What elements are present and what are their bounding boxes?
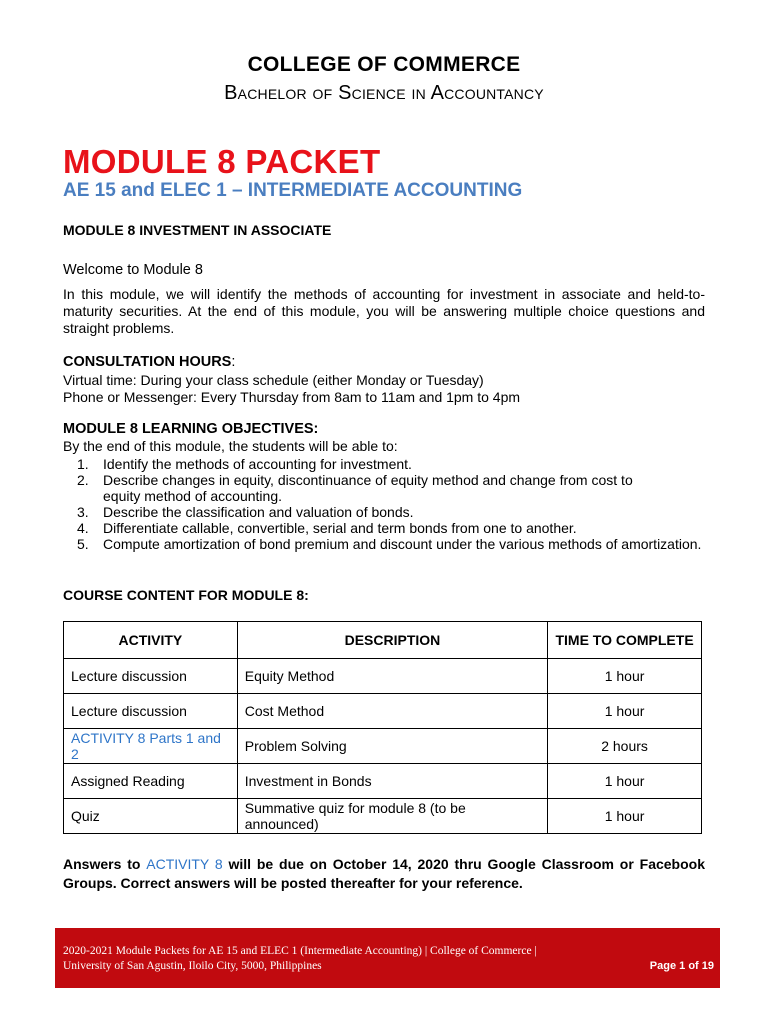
objective-number: 3. (77, 504, 89, 520)
table-header-row (64, 622, 702, 659)
footer-line-1: 2020-2021 Module Packets for AE 15 and ELEC 1 (Intermediate Accounting) | College of Commerce | (63, 945, 537, 957)
objective-text: Describe the classification and valuation of bonds. (103, 504, 414, 520)
objective-text: Describe changes in equity, discontinuance of equity method and change from cost to equity method of accounting. (103, 472, 633, 504)
page-footer (55, 928, 720, 988)
table-row (64, 799, 702, 834)
college-heading: COLLEGE OF COMMERCE (247, 53, 521, 76)
objectives-heading: MODULE 8 LEARNING OBJECTIVES: (63, 421, 319, 437)
answers-suffix: will be due on October 14, 2020 thru Google Classroom or Facebook Groups. Correct answers will be posted thereafter for your reference. (63, 856, 705, 891)
objectives-list (63, 456, 713, 552)
activity-cell: Lecture discussion (64, 694, 238, 729)
activity-link[interactable]: ACTIVITY 8 Parts 1 and 2 (64, 729, 238, 764)
description-cell: Equity Method (237, 659, 547, 694)
course-content-heading: COURSE CONTENT FOR MODULE 8: (63, 587, 309, 603)
consultation-colon: : (231, 354, 236, 370)
program-heading: Bachelor of Science in Accountancy (224, 82, 544, 104)
objective-number: 2. (77, 472, 89, 488)
description-cell: Investment in Bonds (237, 764, 547, 799)
time-cell: 1 hour (548, 764, 702, 799)
column-header-time: TIME TO COMPLETE (548, 622, 702, 659)
objective-item (63, 520, 713, 536)
answers-prefix: Answers to (63, 856, 147, 872)
description-cell: Summative quiz for module 8 (to be announced) (237, 799, 547, 834)
objective-item (63, 456, 713, 472)
topic-heading: MODULE 8 INVESTMENT IN ASSOCIATE (63, 222, 332, 238)
intro-paragraph: In this module, we will identify the methods of accounting for investment in associate and held-to-maturity securities. At the end of this module, you will be answering multiple choice questions and straight problems. (63, 286, 705, 336)
objectives-lead: By the end of this module, the students will be able to: (63, 438, 398, 454)
table-row (64, 694, 702, 729)
objective-text: Compute amortization of bond premium and discount under the various methods of amortization. (103, 536, 702, 552)
column-header-activity: ACTIVITY (64, 622, 238, 659)
table-row (64, 764, 702, 799)
objective-number: 1. (77, 456, 89, 472)
consultation-heading-text: CONSULTATION HOURS (63, 354, 232, 370)
column-header-description: DESCRIPTION (237, 622, 547, 659)
course-content-table (63, 621, 702, 834)
time-cell: 2 hours (548, 729, 702, 764)
time-cell: 1 hour (548, 659, 702, 694)
objective-number: 5. (77, 536, 89, 552)
module-title: MODULE 8 PACKET (63, 143, 381, 180)
page-number: Page 1 of 19 (649, 960, 714, 972)
time-cell: 1 hour (548, 694, 702, 729)
activity-cell: Quiz (64, 799, 238, 834)
objective-item (63, 504, 713, 520)
footer-info (63, 944, 537, 974)
objective-text: Identify the methods of accounting for investment. (103, 456, 412, 472)
table-row (64, 659, 702, 694)
objective-text: Differentiate callable, convertible, serial and term bonds from one to another. (103, 520, 577, 536)
objective-item (63, 536, 713, 552)
consultation-phone: Phone or Messenger: Every Thursday from 8am to 11am and 1pm to 4pm (63, 389, 521, 405)
answers-paragraph (63, 855, 705, 893)
consultation-heading (63, 354, 235, 370)
description-cell: Cost Method (237, 694, 547, 729)
time-cell: 1 hour (548, 799, 702, 834)
description-cell: Problem Solving (237, 729, 547, 764)
consultation-virtual: Virtual time: During your class schedule (either Monday or Tuesday) (63, 372, 484, 388)
footer-line-2: University of San Agustin, Iloilo City, 5000, Philippines (63, 960, 322, 972)
welcome-text: Welcome to Module 8 (63, 262, 203, 278)
activity-cell: Assigned Reading (64, 764, 238, 799)
activity-8-link[interactable]: ACTIVITY 8 (146, 856, 223, 872)
objective-number: 4. (77, 520, 89, 536)
table-row (64, 729, 702, 764)
objective-item (63, 472, 713, 504)
course-title: AE 15 and ELEC 1 – INTERMEDIATE ACCOUNTING (63, 180, 523, 201)
activity-cell: Lecture discussion (64, 659, 238, 694)
